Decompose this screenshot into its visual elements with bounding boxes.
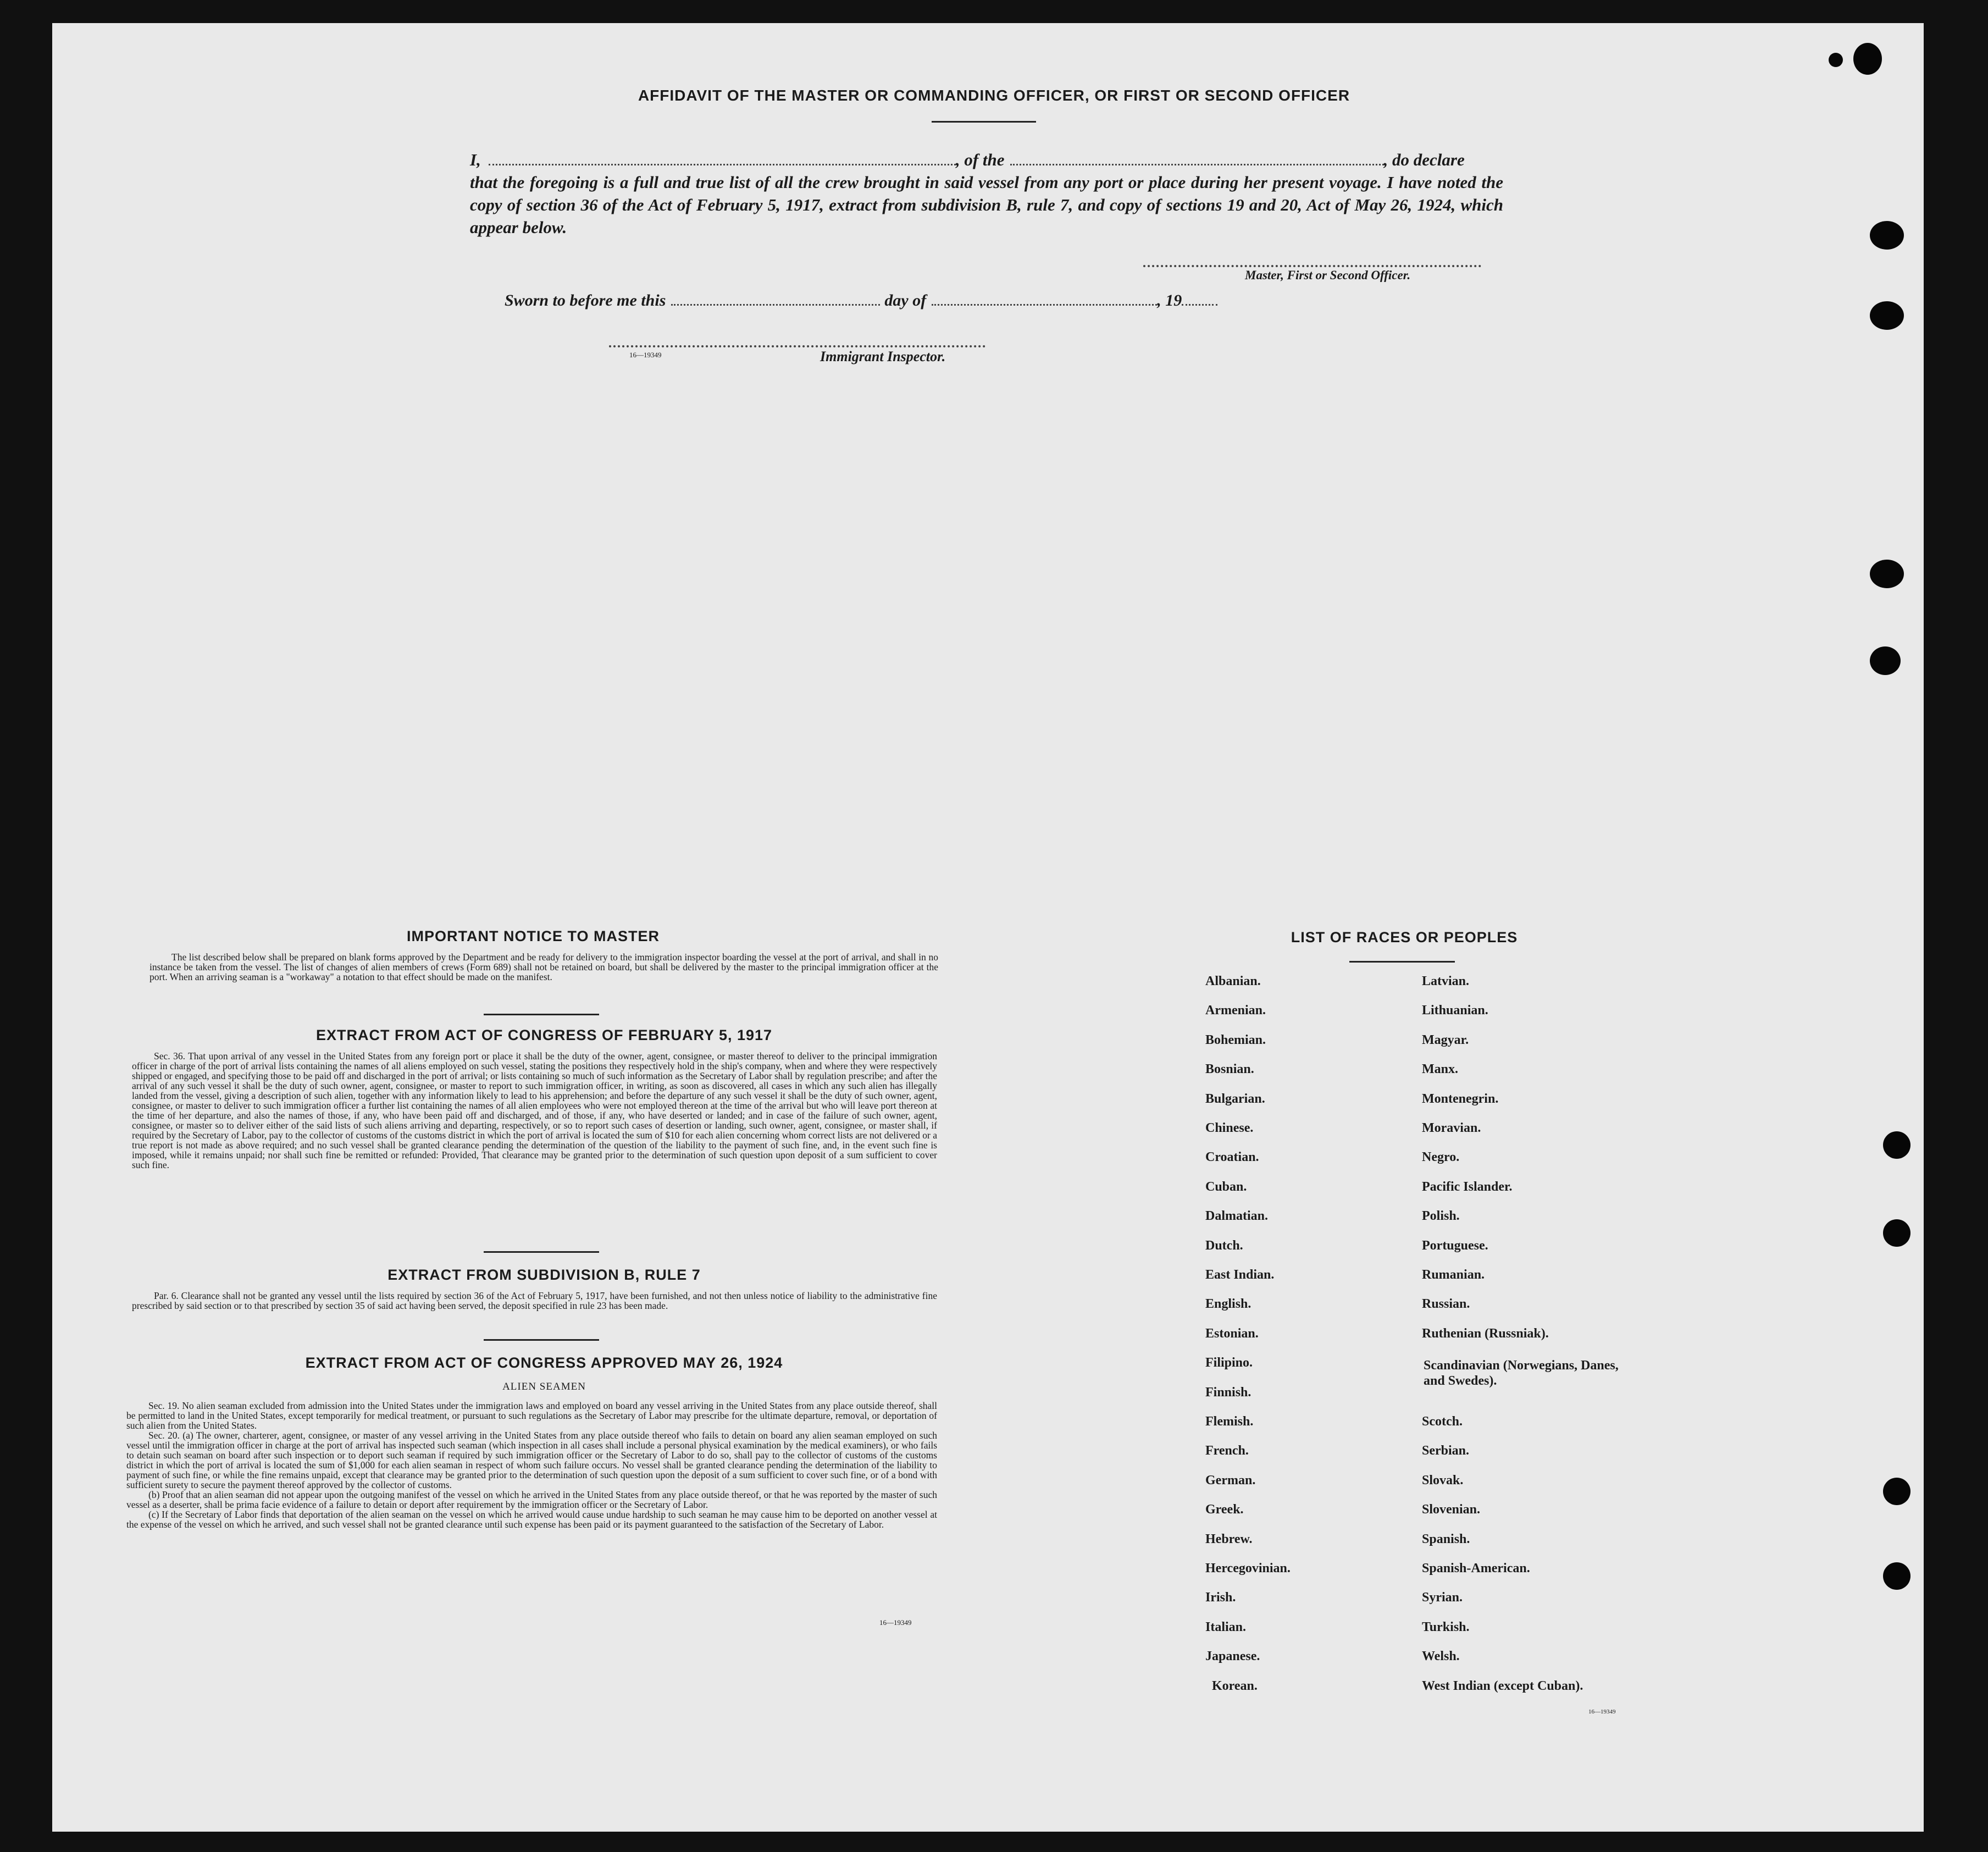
declaration-block bbox=[470, 148, 1503, 239]
race-item: Slovenian. bbox=[1422, 1502, 1481, 1517]
extract-1917-text: Sec. 36. That upon arrival of any vessel in the United States from any foreign port or place it shall be the duty of the owner, agent, consignee, or master thereof to deliver to the principal immigration officer in charge of the port of arrival lists containing the names of all aliens employed on such vessel, stating the positions they respectively hold in the ship's company, when and where they were respectively shipped or engaged, and specifying those to be paid off and discharged in the port of arrival; or lists containing so much of such information as the Secretary of Labor shall by regulation prescribe; and after the arrival of any such vessel it shall be the duty of such owner, agent, consignee, or master to report to such immigration officer, in writing, as soon as discovered, all cases in which any such alien has illegally landed from the vessel, giving a description of such alien, together with any information likely to lead to his apprehension; and before the departure of any such vessel it shall be the duty of such owner, agent, consignee, or master to deliver to such immigration officer a further list containing the names of all alien employees who were not employed thereon at the time of the arrival but who will leave port thereon at the time of her departure, and also the names of those, if any, who have been paid off and discharged, and of those, if any, who have deserted or landed; and in case of the failure of such owner, agent, consignee, or master so to deliver either of the said lists of such aliens arriving and departing, respectively, or so to report such cases of desertion or landing, such owner, agent, consignee, or master shall, if required by the Secretary of Labor, pay to the collector of customs of the customs district in which the port of arrival is located the sum of $10 for each alien concerning whom correct lists are not delivered or a true report is not made as above required; and no such vessel shall be granted clearance pending the determination of the question of the liability to the payment of such fine, and, in the event such fine is imposed, while it remains unpaid; nor shall such fine be remitted or refunded: Provided, That clearance may be granted prior to the determination of such question upon deposit of a sum sufficient to cover such fine. bbox=[132, 1051, 937, 1170]
vessel-label: , of the bbox=[955, 150, 1005, 169]
extract-1917-title: EXTRACT FROM ACT OF CONGRESS OF FEBRUARY 5, 1917 bbox=[315, 1027, 773, 1043]
race-item: Manx. bbox=[1422, 1062, 1458, 1076]
race-item: Hercegovinian. bbox=[1205, 1561, 1291, 1575]
inspector-signature-line[interactable] bbox=[609, 345, 985, 347]
declarant-name-field[interactable] bbox=[489, 156, 956, 165]
punch-hole bbox=[1883, 1562, 1911, 1590]
race-item: Welsh. bbox=[1422, 1649, 1460, 1663]
sworn-day-field[interactable] bbox=[671, 296, 880, 306]
race-item: Negro. bbox=[1422, 1150, 1460, 1164]
declarant-label: I, bbox=[470, 150, 481, 169]
section-20c-paragraph: (c) If the Secretary of Labor finds that deportation of the alien seaman on the vessel on which he arrived would cause undue hardship to such seaman he may cause him to be deported on another vessel at the expense of the vessel on which he arrived, and such vessel shall not be granted clearance until such expense has been paid or its payment guaranteed to the satisfaction of the Secretary of Labor. bbox=[126, 1509, 937, 1530]
punch-hole bbox=[1870, 301, 1904, 330]
race-item: Portuguese. bbox=[1422, 1239, 1488, 1253]
punch-hole bbox=[1883, 1219, 1911, 1247]
race-item: Turkish. bbox=[1422, 1620, 1470, 1634]
race-item: Magyar. bbox=[1422, 1033, 1469, 1047]
race-item: Bohemian. bbox=[1205, 1033, 1266, 1047]
races-title: LIST OF RACES OR PEOPLES bbox=[1291, 929, 1518, 946]
punch-hole bbox=[1853, 43, 1882, 75]
race-item: Italian. bbox=[1205, 1620, 1247, 1634]
declaration-line-1 bbox=[470, 148, 1503, 171]
vessel-name-field[interactable] bbox=[1010, 156, 1384, 165]
section-19-paragraph: Sec. 19. No alien seaman excluded from admission into the United States under the immigration laws and employed on board any vessel arriving in the United States from any place outside thereof, shall be permitted to land in the United States, except temporarily for medical treatment, or pursuant to such regulations as the Secretary of Labor may prescribe for the ultimate departure, removal, or deportation of such alien from the United States. bbox=[126, 1400, 937, 1431]
race-item: Rumanian. bbox=[1422, 1268, 1485, 1282]
sworn-year-field[interactable] bbox=[1182, 296, 1217, 306]
race-item: Moravian. bbox=[1422, 1121, 1481, 1135]
race-item: Russian. bbox=[1422, 1297, 1470, 1311]
form-number: 16—19349 bbox=[629, 351, 662, 359]
race-item: Spanish. bbox=[1422, 1532, 1470, 1546]
race-item: German. bbox=[1205, 1473, 1256, 1488]
race-item: Montenegrin. bbox=[1422, 1092, 1499, 1106]
race-item: Chinese. bbox=[1205, 1121, 1254, 1135]
punch-hole bbox=[1870, 646, 1901, 675]
master-signature-line[interactable] bbox=[1143, 265, 1481, 267]
declare-label: , do declare bbox=[1383, 150, 1465, 169]
race-item: Lithuanian. bbox=[1422, 1003, 1488, 1018]
punch-hole bbox=[1870, 560, 1904, 588]
race-item: Greek. bbox=[1205, 1502, 1244, 1517]
race-item: Korean. bbox=[1212, 1679, 1258, 1693]
race-item: Dutch. bbox=[1205, 1239, 1243, 1253]
section-divider bbox=[484, 1014, 599, 1015]
sworn-label: Sworn to before me this bbox=[505, 291, 666, 309]
section-divider bbox=[484, 1251, 599, 1253]
race-item: Bulgarian. bbox=[1205, 1092, 1265, 1106]
section-20b-paragraph: (b) Proof that an alien seaman did not appear upon the outgoing manifest of the vessel on which he arrived in the United States from any place outside thereof, or that he was reported by the master of such vessel as a deserter, shall be prima facie evidence of a failure to detain or deport after requirement by the immigration officer or the Secretary of Labor. bbox=[126, 1489, 937, 1510]
form-number: 16—19349 bbox=[1588, 1709, 1616, 1715]
inspector-signature-label: Immigrant Inspector. bbox=[820, 349, 946, 364]
race-item: Armenian. bbox=[1205, 1003, 1266, 1018]
race-item: Syrian. bbox=[1422, 1590, 1463, 1605]
race-item: Dalmatian. bbox=[1205, 1209, 1268, 1223]
sworn-month-field[interactable] bbox=[932, 296, 1157, 306]
punch-hole bbox=[1829, 53, 1843, 67]
race-item: Irish. bbox=[1205, 1590, 1236, 1605]
extract-1924-subtitle: ALIEN SEAMEN bbox=[502, 1381, 586, 1392]
race-item: Flemish. bbox=[1205, 1414, 1254, 1429]
race-item: Serbian. bbox=[1422, 1444, 1470, 1458]
race-item: Ruthenian (Russniak). bbox=[1422, 1326, 1549, 1341]
section-divider bbox=[484, 1339, 599, 1341]
extract-rule7-text: Par. 6. Clearance shall not be granted any vessel until the lists required by section 36 of the Act of February 5, 1917, have been furnished, and not then unless notice of liability to the administrative fine prescribed by said section or to that prescribed by section 35 of said act having been served, the deposit specified in rule 23 has been made. bbox=[132, 1290, 937, 1311]
race-item: East Indian. bbox=[1205, 1268, 1275, 1282]
extract-1924-title: EXTRACT FROM ACT OF CONGRESS APPROVED MAY 26, 1924 bbox=[305, 1355, 783, 1371]
race-item: Bosnian. bbox=[1205, 1062, 1254, 1076]
punch-hole bbox=[1883, 1131, 1911, 1159]
race-item: Hebrew. bbox=[1205, 1532, 1253, 1546]
race-item: Finnish. bbox=[1205, 1385, 1252, 1400]
race-item: Spanish-American. bbox=[1422, 1561, 1530, 1575]
notice-title: IMPORTANT NOTICE TO MASTER bbox=[407, 928, 660, 944]
race-item: Cuban. bbox=[1205, 1180, 1247, 1194]
race-item: Slovak. bbox=[1422, 1473, 1464, 1488]
extract-1924-text bbox=[126, 1401, 937, 1529]
race-item: French. bbox=[1205, 1444, 1249, 1458]
race-item: English. bbox=[1205, 1297, 1252, 1311]
race-item: Japanese. bbox=[1205, 1649, 1260, 1663]
race-item: West Indian (except Cuban). bbox=[1422, 1679, 1583, 1693]
punch-hole bbox=[1883, 1478, 1911, 1505]
race-item: Scandinavian (Norwegians, Danes, and Swedes). bbox=[1424, 1358, 1619, 1388]
form-number: 16—19349 bbox=[879, 1618, 912, 1627]
notice-text: The list described below shall be prepared on blank forms approved by the Department and be ready for delivery to the immigration inspector boarding the vessel at the port of arrival, and shall in no instance be taken from the vessel. The list of changes of alien members of crews (Form 689) shall not be retained on board, but shall be delivered by the master to the principal immigration officer at the port. When an arriving seaman is a "workaway" a notation to that effect should be made on the manifest. bbox=[149, 952, 938, 982]
declaration-body: that the foregoing is a full and true list of all the crew brought in said vessel from any port or place during her present voyage. I have noted the copy of section 36 of the Act of February 5, 1917, extract from subdivision B, rule 7, and copy of sections 19 and 20, Act of May 26, 1924, which appear below. bbox=[470, 173, 1503, 237]
sworn-line bbox=[505, 291, 1217, 310]
race-item: Albanian. bbox=[1205, 974, 1261, 988]
day-of-label: day of bbox=[884, 291, 927, 309]
race-item: Croatian. bbox=[1205, 1150, 1259, 1164]
punch-hole bbox=[1870, 221, 1904, 250]
section-20a-paragraph: Sec. 20. (a) The owner, charterer, agent, consignee, or master of any vessel arriving in the United States from any place outside thereof who fails to detain on board any alien seaman employed on such vessel until the immigration officer in charge at the port of arrival has inspected such seaman (which inspection in all cases shall include a personal physical examination by the medical examiners), or who fails to detain such seaman on board after such inspection or to deport such seaman if required by such immigration officer or the Secretary of Labor to do so, shall pay to the collector of customs of the customs district in which the port of arrival is located the sum of $1,000 for each alien seaman in respect of whom such failure occurs. No vessel shall be granted clearance pending the determination of the liability to payment of such fine, or while the fine remains unpaid, except that clearance may be granted prior to the determination of such question upon the deposit of a sum sufficient to cover such fine, or of a bond with sufficient surety to secure the payment thereof approved by the collector of customs. bbox=[126, 1430, 937, 1490]
race-item: Polish. bbox=[1422, 1209, 1460, 1223]
race-item: Latvian. bbox=[1422, 974, 1470, 988]
race-item: Estonian. bbox=[1205, 1326, 1259, 1341]
affidavit-title: AFFIDAVIT OF THE MASTER OR COMMANDING OFFICER, OR FIRST OR SECOND OFFICER bbox=[638, 87, 1350, 104]
race-item: Scotch. bbox=[1422, 1414, 1463, 1429]
extract-rule7-title: EXTRACT FROM SUBDIVISION B, RULE 7 bbox=[387, 1267, 701, 1283]
year-label: , 19 bbox=[1157, 291, 1182, 309]
races-title-divider bbox=[1349, 961, 1455, 963]
master-signature-label: Master, First or Second Officer. bbox=[1245, 268, 1411, 282]
race-item: Pacific Islander. bbox=[1422, 1180, 1513, 1194]
title-divider bbox=[932, 121, 1036, 123]
race-item: Filipino. bbox=[1205, 1356, 1253, 1370]
